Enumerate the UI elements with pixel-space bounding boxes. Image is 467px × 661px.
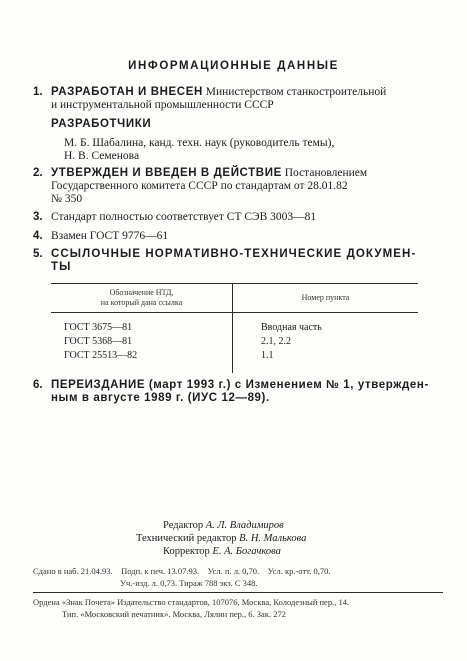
developers-heading: РАЗРАБОТЧИКИ (51, 118, 152, 130)
section-6-text-2: ным в августе 1989 г. (ИУС 12—89). (51, 392, 270, 404)
credit-tech-editor-name: В. Н. Малькова (239, 533, 307, 544)
table-row-1-ref: ГОСТ 3675—81 (64, 322, 133, 333)
developer-1: М. Б. Шабалина, канд. техн. наук (руководитель темы), (64, 137, 335, 149)
section-number-2: 2. (33, 167, 43, 179)
credit-corrector (163, 546, 281, 557)
section-number-6: 6. (33, 379, 43, 391)
table-row-3-ref: ГОСТ 25513—82 (64, 350, 138, 361)
section-1-text-2: и инструментальной промышленности СССР (51, 99, 274, 111)
table-row-2-ref: ГОСТ 5368—81 (64, 336, 133, 347)
section-4-text: Взамен ГОСТ 9776—61 (51, 230, 169, 242)
section-number-1: 1. (33, 86, 43, 98)
section-2-lead: УТВЕРЖДЕН И ВВЕДЕН В ДЕЙСТВИЕ (51, 167, 282, 179)
section-6-text-1: ПЕРЕИЗДАНИЕ (март 1993 г.) с Изменением № 1, утвержден- (51, 379, 429, 391)
section-1-text-1: Министерством станкостроительной (205, 86, 387, 98)
developer-2: Н. В. Семенова (64, 150, 140, 162)
table-header-reference-line-1: Обозначение НТД, (109, 288, 174, 297)
section-5-line-2: ТЫ (51, 261, 72, 273)
page-title: ИНФОРМАЦИОННЫЕ ДАННЫЕ (128, 60, 339, 72)
section-number-4: 4. (33, 230, 43, 242)
section-3-text: Стандарт полностью соответствует СТ СЭВ 3003—81 (51, 211, 317, 223)
table-header-reference-line-2: на который дана ссылка (100, 298, 183, 307)
table-top-rule (51, 283, 418, 284)
credit-tech-editor (136, 533, 306, 544)
credit-tech-editor-label: Технический редактор (136, 533, 237, 544)
credit-corrector-name: Е. А. Богачкова (212, 546, 281, 557)
imprint-line-3: Ордена «Знак Почета» Издательство стандартов, 107076, Москва, Колодезный пер., 14. (33, 597, 350, 607)
section-1-line-1 (51, 86, 386, 99)
imprint-rule (33, 592, 443, 593)
table-header-rule (51, 312, 418, 313)
table-row-3-item: 1.1 (261, 350, 274, 361)
table-row-1-item: Вводная часть (261, 322, 322, 333)
section-5-line-1: ССЫЛОЧНЫЕ НОРМАТИВНО-ТЕХНИЧЕСКИЕ ДОКУМЕН- (51, 248, 417, 260)
table-row-2-item: 2.1, 2.2 (261, 336, 291, 347)
credit-editor (163, 520, 284, 531)
section-6-line-1 (51, 379, 429, 392)
table-header-item: Номер пункта (301, 293, 350, 302)
section-6-line-2 (51, 392, 270, 405)
imprint-line-2: Уч.-изд. л. 0,73. Тираж 788 экз. С 348. (120, 578, 258, 588)
table-header-reference (51, 288, 232, 308)
section-2-text-2: Государственного комитета СССР по стандартам от 28.01.82 (51, 180, 348, 192)
imprint-line-4: Тип. «Московский печатник». Москва, Лялин пер., 6. Зак. 272 (62, 609, 286, 619)
credit-corrector-label: Корректор (163, 546, 210, 557)
imprint-line-1: Сдано в наб. 21.04.93. Подп. к печ. 13.07.93. Усл. п. л. 0,70. Усл. кр.-отт. 0,70. (33, 566, 331, 576)
credit-editor-name: А. Л. Владимиров (205, 520, 284, 531)
section-1-lead: РАЗРАБОТАН И ВНЕСЕН (51, 86, 203, 98)
section-number-3: 3. (33, 211, 43, 223)
section-number-5: 5. (33, 248, 43, 260)
credit-editor-label: Редактор (163, 520, 204, 531)
section-2-line-1 (51, 167, 367, 180)
section-2-text-3: № 350 (51, 193, 83, 205)
section-2-text-1: Постановлением (284, 167, 368, 179)
